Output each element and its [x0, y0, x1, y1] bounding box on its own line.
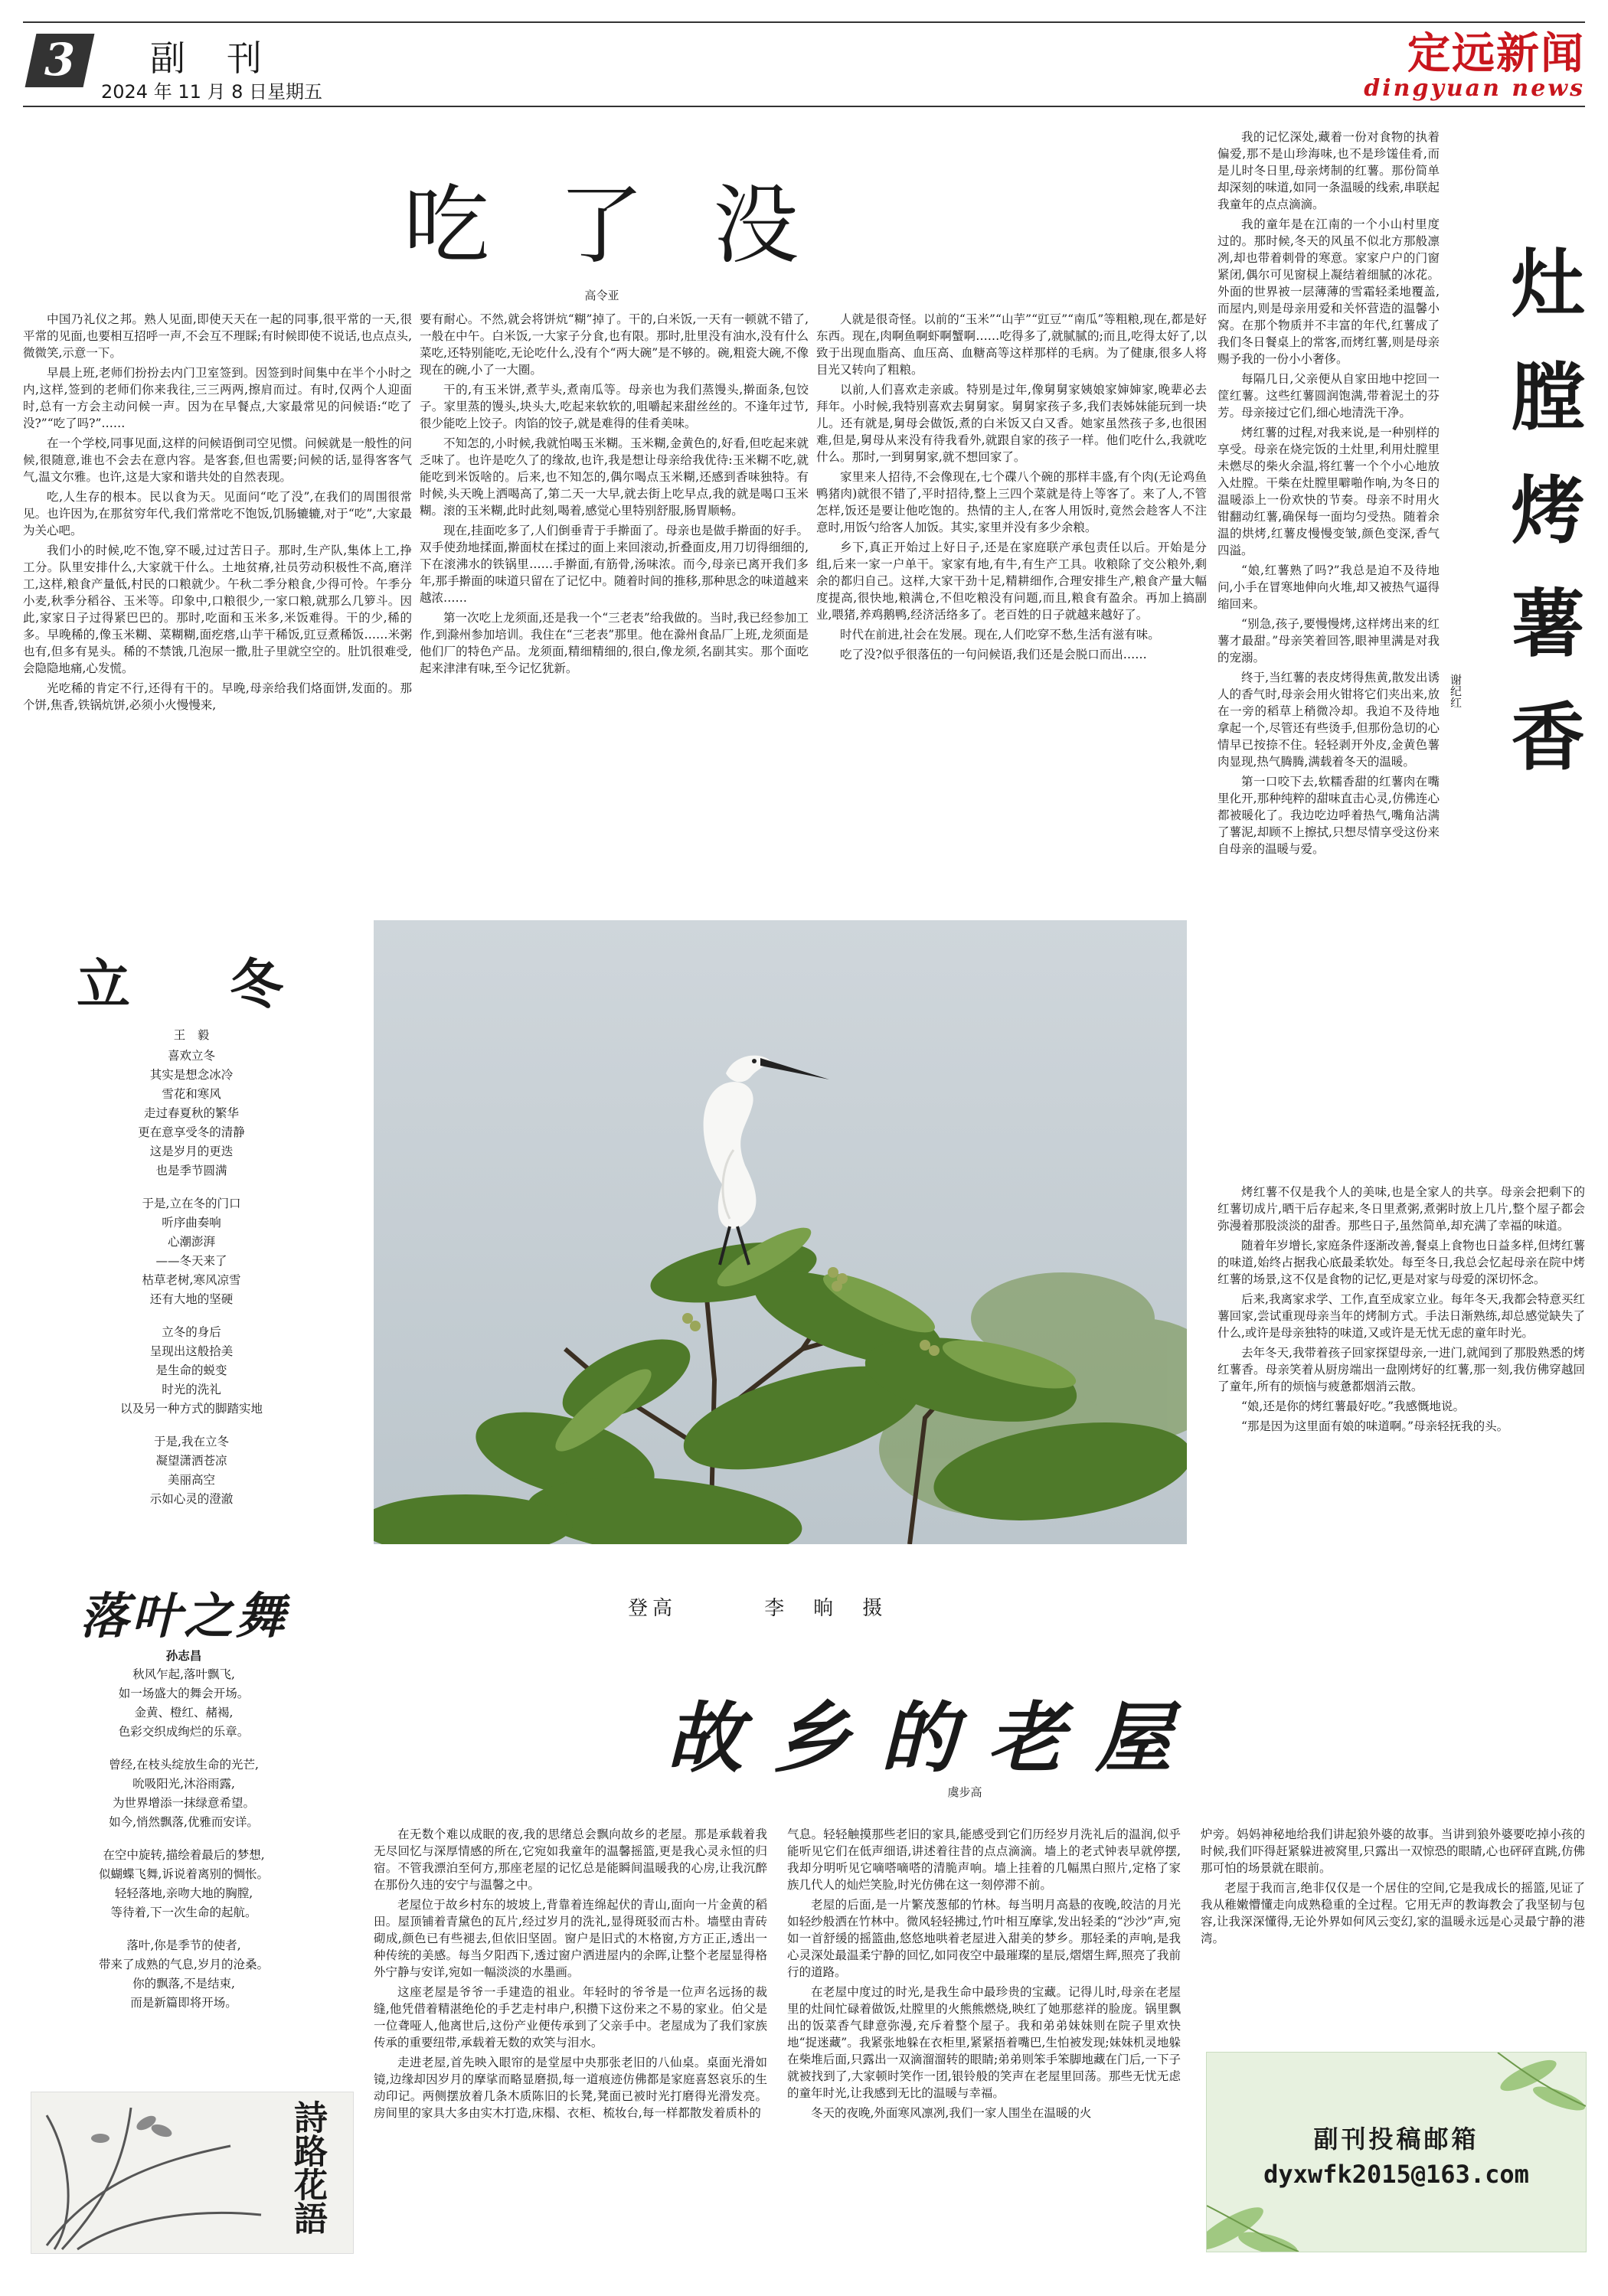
article-title-gu-xiang-de-lao-wu: 故乡的老屋	[666, 1693, 1202, 1783]
poem-line: 为世界增添一抹绿意希望。	[112, 1796, 255, 1810]
submission-title: 副刊投稿邮箱	[1313, 2125, 1479, 2154]
poem-line: 带来了成熟的气息,岁月的沧桑。	[99, 1958, 269, 1971]
poem-line: 其实是想念冰冷	[149, 1068, 234, 1082]
poem-line: 走过春夏秋的繁华	[143, 1106, 239, 1120]
paragraph: 后来,我离家求学、工作,直至成家立业。每年冬天,我都会特意买红薯回家,尝试重现母亲当年的烤制方式。手法日渐熟练,却总感觉缺失了什么,或许是母亲独特的味道,又或许是无忧无虑的童年时光。	[1217, 1292, 1585, 1340]
paragraph: 这座老屋是爷爷一手建造的祖业。年轻时的爷爷是一位声名远扬的裁缝,他凭借着精湛绝伦的手艺走村串户,积攒下这份来之不易的家业。伯父是一位聋哑人,他离世后,这份产业便传承到了父亲手中。老屋成为了我们家族传承的重要纽带,承载着无数的欢笑与泪水。	[374, 1985, 767, 2049]
paragraph: 现在,挂面吃多了,人们倒垂青于手擀面了。母亲也是做手擀面的好手。双手使劲地揉面,擀面杖在揉过的面上来回滚动,折叠面皮,用刀切得细细的,下在滚沸水的铁锅里……手擀面,有筋骨,汤味浓。而今,母亲已离开我们多年,那手擀面的味道只留在了记忆中。随着时间的推移,那种思念的味道越来越浓……	[420, 524, 809, 605]
paragraph: 要有耐心。不然,就会将饼炕“糊”掉了。干的,白米饭,一天有一顿就不错了,一般在中午。白米饭,一大家子分食,也有限。那时,肚里没有油水,没有什么菜吃,还特别能吃,无论吃什么,没有个“两大碗”是不够的。碗,粗瓷大碗,不像现在的碗,小了一大圈。	[420, 312, 809, 377]
poem-line: 还有大地的坚硬	[149, 1292, 234, 1306]
paragraph: 时代在前进,社会在发展。现在,人们吃穿不愁,生活有滋有味。	[840, 628, 1160, 642]
article2-column-top	[1217, 129, 1440, 1184]
poem-line: 美丽高空	[167, 1473, 215, 1487]
poem-line: 听序曲奏响	[162, 1216, 221, 1230]
photo-credit: 李 晌 摄	[764, 1597, 887, 1620]
poem-line: 喜欢立冬	[167, 1049, 215, 1063]
page-header	[0, 0, 1608, 107]
paragraph: 干的,有玉米饼,煮芋头,煮南瓜等。母亲也为我们蒸馒头,擀面条,包饺子。家里蒸的馒头,块头大,吃起来软软的,咀嚼起来甜丝丝的。不逢年过节,很少能吃上饺子。肉馅的饺子,就是难得的佳肴美味。	[420, 383, 809, 430]
article2-vertical-title	[1485, 245, 1586, 812]
photo-title: 登高	[628, 1597, 678, 1620]
paragraph: 早晨上班,老师们扮扮去内门卫室签到。因签到时间集中在半个小时之内,这样,签到的老师们你来我往,三三两两,擦肩而过。有时,仅两个人迎面时,总有一方会主动问候一声。因为在早餐点,大家最常见的问候语:“吃了没?”“吃了吗?”……	[23, 366, 412, 430]
stanza-gap	[38, 1181, 345, 1194]
issue-date: 2024 年 11 月 8 日星期五	[101, 81, 323, 103]
article2-column-bottom	[1217, 1184, 1585, 1551]
paragraph: 我们小的时候,吃不饱,穿不暖,过过苦日子。那时,生产队,集体上工,挣工分。队里安排什么,大家就干什么。土地贫瘠,社员劳动积极性不高,磨洋工,这样,粮食产量低,村民的口粮就少。午秋二季分粮食,少得可怜。午季分小麦,秋季分稻谷、玉米等。印象中,口粮很少,一家口粮,就那么几箩斗。因此,家家日子过得紧巴巴的。那时,吃面和玉米多,米饭难得。干的少,稀的多。早晚稀的,像玉米糊、菜糊糊,面疙瘩,山芋干稀饭,豇豆煮稀饭……米粥也有,但多有晃头。稀的不禁饿,几泡尿一撒,肚子里就空空的。肚饥很难受,会隐隐地痛,心发慌。	[23, 544, 412, 675]
poem-line: 时光的洗礼	[162, 1383, 221, 1396]
poem-line: 于是,立在冬的门口	[142, 1197, 241, 1210]
poem-luoye	[31, 1646, 337, 2075]
paragraph: “那是因为这里面有娘的味道啊。”母亲轻抚我的头。	[1241, 1419, 1509, 1433]
paragraph: 我的记忆深处,藏着一份对食物的执着偏爱,那不是山珍海味,也不是珍馐佳肴,而是儿时冬日里,母亲烤制的红薯。那份简单却深刻的味道,如同一条温暖的线索,串联起我童年的点点滴滴。	[1217, 130, 1440, 211]
paragraph: 吃,人生存的根本。民以食为天。见面问“吃了没”,在我们的周围很常见。也许因为,在那贫穷年代,我们常常吃不饱饭,饥肠辘辘,对于“吃”,大家最为关心吧。	[23, 490, 412, 537]
poem-line: 如今,悄然飘落,优雅而安详。	[109, 1815, 259, 1829]
paragraph: 冬天的夜晚,外面寒风凛冽,我们一家人围坐在温暖的火	[811, 2106, 1092, 2120]
article-author: 虞步高	[947, 1785, 982, 1799]
poem-author: 孙志昌	[165, 1648, 202, 1663]
paragraph: “别急,孩子,要慢慢烤,这样烤出来的红薯才最甜。”母亲笑着回答,眼神里满是对我的宠溺。	[1217, 617, 1440, 665]
poem-line: 雪花和寒风	[162, 1087, 221, 1101]
poem-line: 金黄、橙红、赭褐,	[134, 1706, 234, 1720]
masthead-title: 定远新闻	[1407, 28, 1585, 79]
paragraph: 烤红薯的过程,对我来说,是一种别样的享受。母亲在烧完饭的土灶里,利用灶膛里未燃尽的柴火余温,将红薯一个个小心地放入灶膛。干柴在灶膛里噼啪作响,为冬日的温暖添上一份欢快的节奏。母亲不时用火钳翻动红薯,确保每一面均匀受热。随着余温的烘烤,红薯皮慢慢变皱,颜色变深,香气四溢。	[1217, 426, 1440, 557]
paragraph: “娘,红薯熟了吗?”我总是迫不及待地问,小手在冒寒地伸向火堆,却又被热气逼得缩回来。	[1217, 563, 1440, 611]
paragraph: 人就是很奇怪。以前的“玉米”“山芋”“豇豆”“南瓜”等粗粮,现在,都是好东西。现在,肉啊鱼啊虾啊蟹啊……吃得多了,就腻腻的;而且,吃得太好了,以致于出现血脂高、血压高、血糖高等这样那样的毛病。为了健康,很多人将目光又转向了粗粮。	[816, 312, 1207, 377]
paragraph: 吃了没?似乎很落伍的一句问候语,我们还是会脱口而出……	[840, 648, 1147, 661]
paragraph: 第一次吃上龙须面,还是我一个“三老表”给我做的。当时,我已经参加工作,到滁州参加培训。我住在“三老表”那里。他在滁州食品厂上班,龙须面是他们厂的特色产品。龙须面,精细精细的,很白,像龙须,名副其实。那个面吃起来津津有味,至今记忆犹新。	[420, 611, 809, 675]
poem-line: 秋风乍起,落叶飘飞,	[132, 1667, 235, 1681]
paragraph: 以前,人们喜欢走亲戚。特别是过年,像舅舅家姨娘家婶婶家,晚辈必去拜年。小时候,我特别喜欢去舅舅家。舅舅家孩子多,我们表姊妹能玩到一块儿。还有就是,舅母会做饭,煮的白米饭又白又香。她家虽然孩子多,也很困难,但是,舅母从来没有待我看外,就跟自家的孩子一样。他们吃什么,我就吃什么。那时,一到舅舅家,就不想回家了。	[816, 383, 1207, 464]
poem-line: 似蝴蝶飞舞,诉说着离别的惆怅。	[99, 1867, 269, 1881]
paragraph: 气息。轻轻触摸那些老旧的家具,能感受到它们历经岁月洗礼后的温润,似乎能听见它们在低声细语,讲述着往昔的点点滴滴。墙上的老式钟表早就停摆,我却分明听见它嘀嗒嘀嗒的清脆声响。墙上挂着的几幅黑白照片,定格了家族几代人的灿烂笑脸,时光仿佛在这一刻停滞不前。	[787, 1827, 1181, 1892]
article-author: 高令亚	[584, 289, 619, 302]
stanza-gap	[38, 1309, 345, 1323]
poem-line: 凝望潇洒苍凉	[155, 1454, 227, 1468]
poem-line: 更在意享受冬的清静	[138, 1125, 245, 1139]
poem-line: 这是岁月的更迭	[149, 1145, 234, 1158]
paragraph: 走进老屋,首先映入眼帘的是堂屋中央那张老旧的八仙桌。桌面光滑如镜,边缘却因岁月的摩挲而略显磨损,每一道痕迹仿佛都是家庭喜怒哀乐的生动印记。两侧摆放着几条木质陈旧的长凳,凳面已被时光打磨得光滑发亮。房间里的家具大多由实木打造,床榻、衣柜、梳妆台,每一样都散发着质朴的	[374, 2056, 767, 2120]
article2-author: 谢纪红	[1449, 674, 1463, 708]
poem-line: 落叶,你是季节的使者,	[126, 1938, 241, 1952]
poem-line: 如一场盛大的舞会开场。	[118, 1687, 250, 1700]
photo-egret	[374, 920, 1187, 1544]
page-number: 3	[44, 34, 76, 86]
paragraph: 炉旁。妈妈神秘地给我们讲起狼外婆的故事。当讲到狼外婆要吃掉小孩的时候,我们吓得赶紧躲进被窝里,只露出一双惊恐的眼睛,心也砰砰直跳,仿佛那可怕的场景就在眼前。	[1201, 1827, 1585, 1875]
paragraph: 老屋于我而言,绝非仅仅是一个居住的空间,它是我成长的摇篮,见证了我从稚嫩懵懂走向成熟稳重的全过程。它用无声的教诲教会了我坚韧与包容,让我深深懂得,无论外界如何风云变幻,家的温暖永远是心灵最宁静的港湾。	[1201, 1881, 1585, 1945]
poem-line: 而是新篇即将开场。	[130, 1996, 237, 2010]
photo-caption	[628, 1592, 1011, 1621]
stanza-gap	[38, 1419, 345, 1432]
poem-line: 在空中旋转,描绘着最后的梦想,	[103, 1848, 265, 1862]
paragraph: 老屋的后面,是一片繁茂葱郁的竹林。每当明月高悬的夜晚,皎洁的月光如轻纱般洒在竹林中。微风轻轻拂过,竹叶相互摩挲,发出轻柔的“沙沙”声,宛如一首舒缓的摇篮曲,悠悠地哄着老屋进入甜美的梦乡。那轻柔的声响,是我心灵深处最温柔宁静的回忆,如同夜空中最璀璨的星辰,熠熠生辉,照亮了我前行的道路。	[787, 1898, 1181, 1979]
paragraph: 在一个学校,同事见面,这样的问候语倒司空见惯。问候就是一般性的问候,很随意,谁也不会去在意内容。是客套,但也需要;问候的话,显得客客气气,温文尔雅。也许,这是大家和谐共处的自然表现。	[23, 436, 412, 484]
masthead-pinyin: dingyuan news	[1364, 75, 1585, 102]
poem-line: 你的飘落,不是结束,	[132, 1977, 235, 1991]
article2-title: 灶膛烤薯香	[1499, 245, 1586, 812]
article3-column-3	[1201, 1826, 1585, 2029]
poem-line: 枯草老树,寒风凉雪	[142, 1273, 241, 1287]
poem-line: 呈现出这般拾美	[149, 1344, 234, 1358]
poem-title-luoye: 落叶之舞	[80, 1588, 288, 1645]
poem-line: 心潮澎湃	[167, 1235, 215, 1249]
poem-title-lidong: 立 冬	[77, 952, 306, 1016]
paragraph: 乡下,真正开始过上好日子,还是在家庭联产承包责任以后。开始是分组,后来一家一户单干。家家有地,有牛,有生产工具。收粮除了交公粮外,剩余的都归自己。这样,大家干劲十足,精耕细作,合理安排生产,粮食产量大幅度提高,很快地,粮满仓,不但吃粮没有问题,而且,粮食有盈余。再加上搞副业,喂猪,养鸡鹅鸭,经济活络多了。老百姓的日子就越来越好了。	[816, 541, 1207, 622]
paragraph: 烤红薯不仅是我个人的美味,也是全家人的共享。母亲会把剩下的红薯切成片,晒干后存起来,冬日里煮粥,煮粥时放上几片,整个屋子都会弥漫着那股淡淡的甜香。那些日子,虽然简单,却充满了幸福的味道。	[1217, 1185, 1585, 1233]
article3-column-1	[374, 1826, 767, 2274]
section-title: 副 刊	[150, 38, 265, 79]
poem-line: 示如心灵的澄澈	[149, 1492, 234, 1506]
paragraph: 在无数个难以成眠的夜,我的思绪总会飘向故乡的老屋。那是承载着我无尽回忆与深厚情感的所在,它宛如我童年的温馨摇篮,更是我心灵永恒的归宿。不管我漂泊至何方,那座老屋的记忆总是能瞬间温暖我的心房,让我沉醉在那份久违的安宁与温馨之中。	[374, 1827, 767, 1892]
paragraph: 家里来人招待,不会像现在,七个碟八个碗的那样丰盛,有个肉(无论鸡鱼鸭猪肉)就很不错了,平时招待,整上三四个菜就是待上等客了。来了人,不管怎样,饭还是要让他吃饱的。热情的主人,在客人用饭时,竟然会趁客人不注意时,用饭勺给客人加饭。其实,家里并没有多少余粮。	[816, 470, 1207, 534]
poem-line: 立冬的身后	[162, 1325, 221, 1339]
paragraph: 每隔几日,父亲便从自家田地中挖回一筐红薯。这些红薯圆润饱满,带着泥土的芬芳。母亲接过它们,细心地清洗干净。	[1217, 372, 1440, 420]
stanza-gap	[31, 1832, 337, 1846]
stamp-text	[284, 2100, 330, 2235]
submission-email[interactable]: dyxwfk2015@163.com	[1263, 2160, 1529, 2189]
article1-column-2	[420, 311, 809, 939]
paragraph: 光吃稀的肯定不行,还得有干的。早晚,母亲给我们烙面饼,发面的。那个饼,焦香,铁锅炕饼,必须小火慢慢来,	[23, 681, 412, 712]
paragraph: 第一口咬下去,软糯香甜的红薯肉在嘴里化开,那种纯粹的甜味直击心灵,仿佛连心都被暖化了。我边吃边呼着热气,嘴角沾满了薯泥,却顾不上擦拭,只想尽情享受这份来自母亲的温暖与爱。	[1217, 775, 1440, 856]
poem-line: 曾经,在枝头绽放生命的光芒,	[109, 1758, 259, 1772]
egret-photo-illustration	[374, 920, 1187, 1544]
paragraph: “娘,还是你的烤红薯最好吃。”我感慨地说。	[1241, 1399, 1466, 1413]
paragraph: 终于,当红薯的表皮烤得焦黄,散发出诱人的香气时,母亲会用火钳将它们夹出来,放在一旁的稻草上稍微冷却。我迫不及待地拿起一个,尽管还有些烫手,但那份急切的心情早已按捺不住。轻轻剥开外皮,金黄色薯肉显现,热气腾腾,满载着冬天的温暖。	[1217, 671, 1440, 769]
submission-email-box	[1206, 2052, 1587, 2252]
poetry-column-decoration	[31, 2092, 354, 2254]
poem-line: 也是季节圆满	[155, 1164, 227, 1177]
poem-line: 吮吸阳光,沐浴雨露,	[132, 1777, 235, 1791]
poem-line: 轻轻落地,亲吻大地的胸膛,	[114, 1886, 253, 1900]
poem-line: 色彩交织成绚烂的乐章。	[118, 1725, 250, 1739]
paragraph: 不知怎的,小时候,我就怕喝玉米糊。玉米糊,金黄色的,好看,但吃起来就乏味了。也许是吃久了的缘故,也许,我是想让母亲给我优待:玉米糊不吃,就能吃到米饭啥的。后来,也不知怎的,偶尔喝点玉米糊,还感到香味独特。有时候,头天晚上洒喝高了,第二天一大早,就去街上吃早点,我的就是喝口玉米糊。滚的玉米糊,此时此刻,喝着,感觉心里特别舒服,肠胃顺畅。	[420, 436, 809, 518]
article3-column-2	[787, 1826, 1181, 2274]
stanza-gap	[31, 1922, 337, 1936]
poem-line: 是生命的蜕变	[155, 1364, 227, 1377]
poem-line: 以及另一种方式的脚踏实地	[119, 1402, 263, 1416]
header-top-rule	[23, 21, 1585, 23]
poem-author: 王 毅	[173, 1028, 210, 1042]
stanza-gap	[31, 1742, 337, 1755]
stamp-label: 詩路花語	[288, 2100, 327, 2235]
poem-line: 等待着,下一次生命的起航。	[110, 1906, 257, 1919]
poem-line: ——冬天来了	[155, 1254, 227, 1268]
poem-line: 于是,我在立冬	[154, 1435, 229, 1448]
paragraph: 中国乃礼仪之邦。熟人见面,即使天天在一起的同事,很平常的一天,很平常的见面,也要相互招呼一声,不会互不理睬;有时候即使不说话,也点点头,微微笑,示意一下。	[23, 312, 412, 360]
article-title-chi-le-mei: 吃了没	[404, 176, 868, 276]
paragraph: 在老屋中度过的时光,是我生命中最珍贵的宝藏。记得儿时,母亲在老屋里的灶间忙碌着做饭,灶膛里的火熊熊燃烧,映红了她那慈祥的脸庞。锅里飘出的饭菜香气肆意弥漫,充斥着整个屋子。我和弟弟妹妹则在院子里欢快地“捉迷藏”。我紧张地躲在衣柜里,紧紧捂着嘴巴,生怕被发现;妹妹机灵地躲在柴堆后面,只露出一双滴溜溜转的眼睛;弟弟则笨手笨脚地藏在门后,一下子就被找到了,大家顿时笑作一团,银铃般的笑声在老屋里回荡。那些无忧无虑的童年时光,让我感到无比的温暖与幸福。	[787, 1985, 1181, 2100]
article1-column-1	[23, 311, 412, 939]
paragraph: 老屋位于故乡村东的坡坡上,背靠着连绵起伏的青山,面向一片金黄的稻田。屋顶铺着青黛色的瓦片,经过岁月的洗礼,显得斑驳而古朴。墙壁由青砖砌成,颜色已有些褪去,但依旧坚固。窗户是旧式的木格窗,方方正正,透出一种传统的美感。每当夕阳西下,透过窗户洒进屋内的余晖,让整个老屋显得格外宁静与安详,宛如一幅淡淡的水墨画。	[374, 1898, 767, 1979]
poem-lidong	[38, 1026, 345, 1531]
article1-column-3	[816, 311, 1207, 939]
header-bottom-rule	[23, 106, 1585, 107]
paragraph: 我的童年是在江南的一个小山村里度过的。那时候,冬天的风虽不似北方那般凛冽,却也带着刺骨的寒意。家家户户的门窗紧闭,偶尔可见窗棂上凝结着细腻的冰花。外面的世界被一层薄薄的雪霜轻柔地覆盖,而屋内,则是母亲用爱和关怀营造的温馨小窝。在那个物质并不丰富的年代,红薯成了我们冬日餐桌上的常客,而烤红薯,则是母亲赐予我的一份小小奢侈。	[1217, 217, 1440, 366]
paragraph: 去年冬天,我带着孩子回家探望母亲,一进门,就闻到了那股熟悉的烤红薯香。母亲笑着从厨房端出一盘刚烤好的红薯,那一刻,我仿佛穿越回了童年,所有的烦恼与疲惫都烟消云散。	[1217, 1346, 1585, 1393]
paragraph: 随着年岁增长,家庭条件逐渐改善,餐桌上食物也日益多样,但烤红薯的味道,始终占据我心底最柔软处。每至冬日,我总会忆起母亲在院中烤红薯的场景,这不仅是食物的记忆,更是对家与母爱的深切怀念。	[1217, 1239, 1585, 1286]
